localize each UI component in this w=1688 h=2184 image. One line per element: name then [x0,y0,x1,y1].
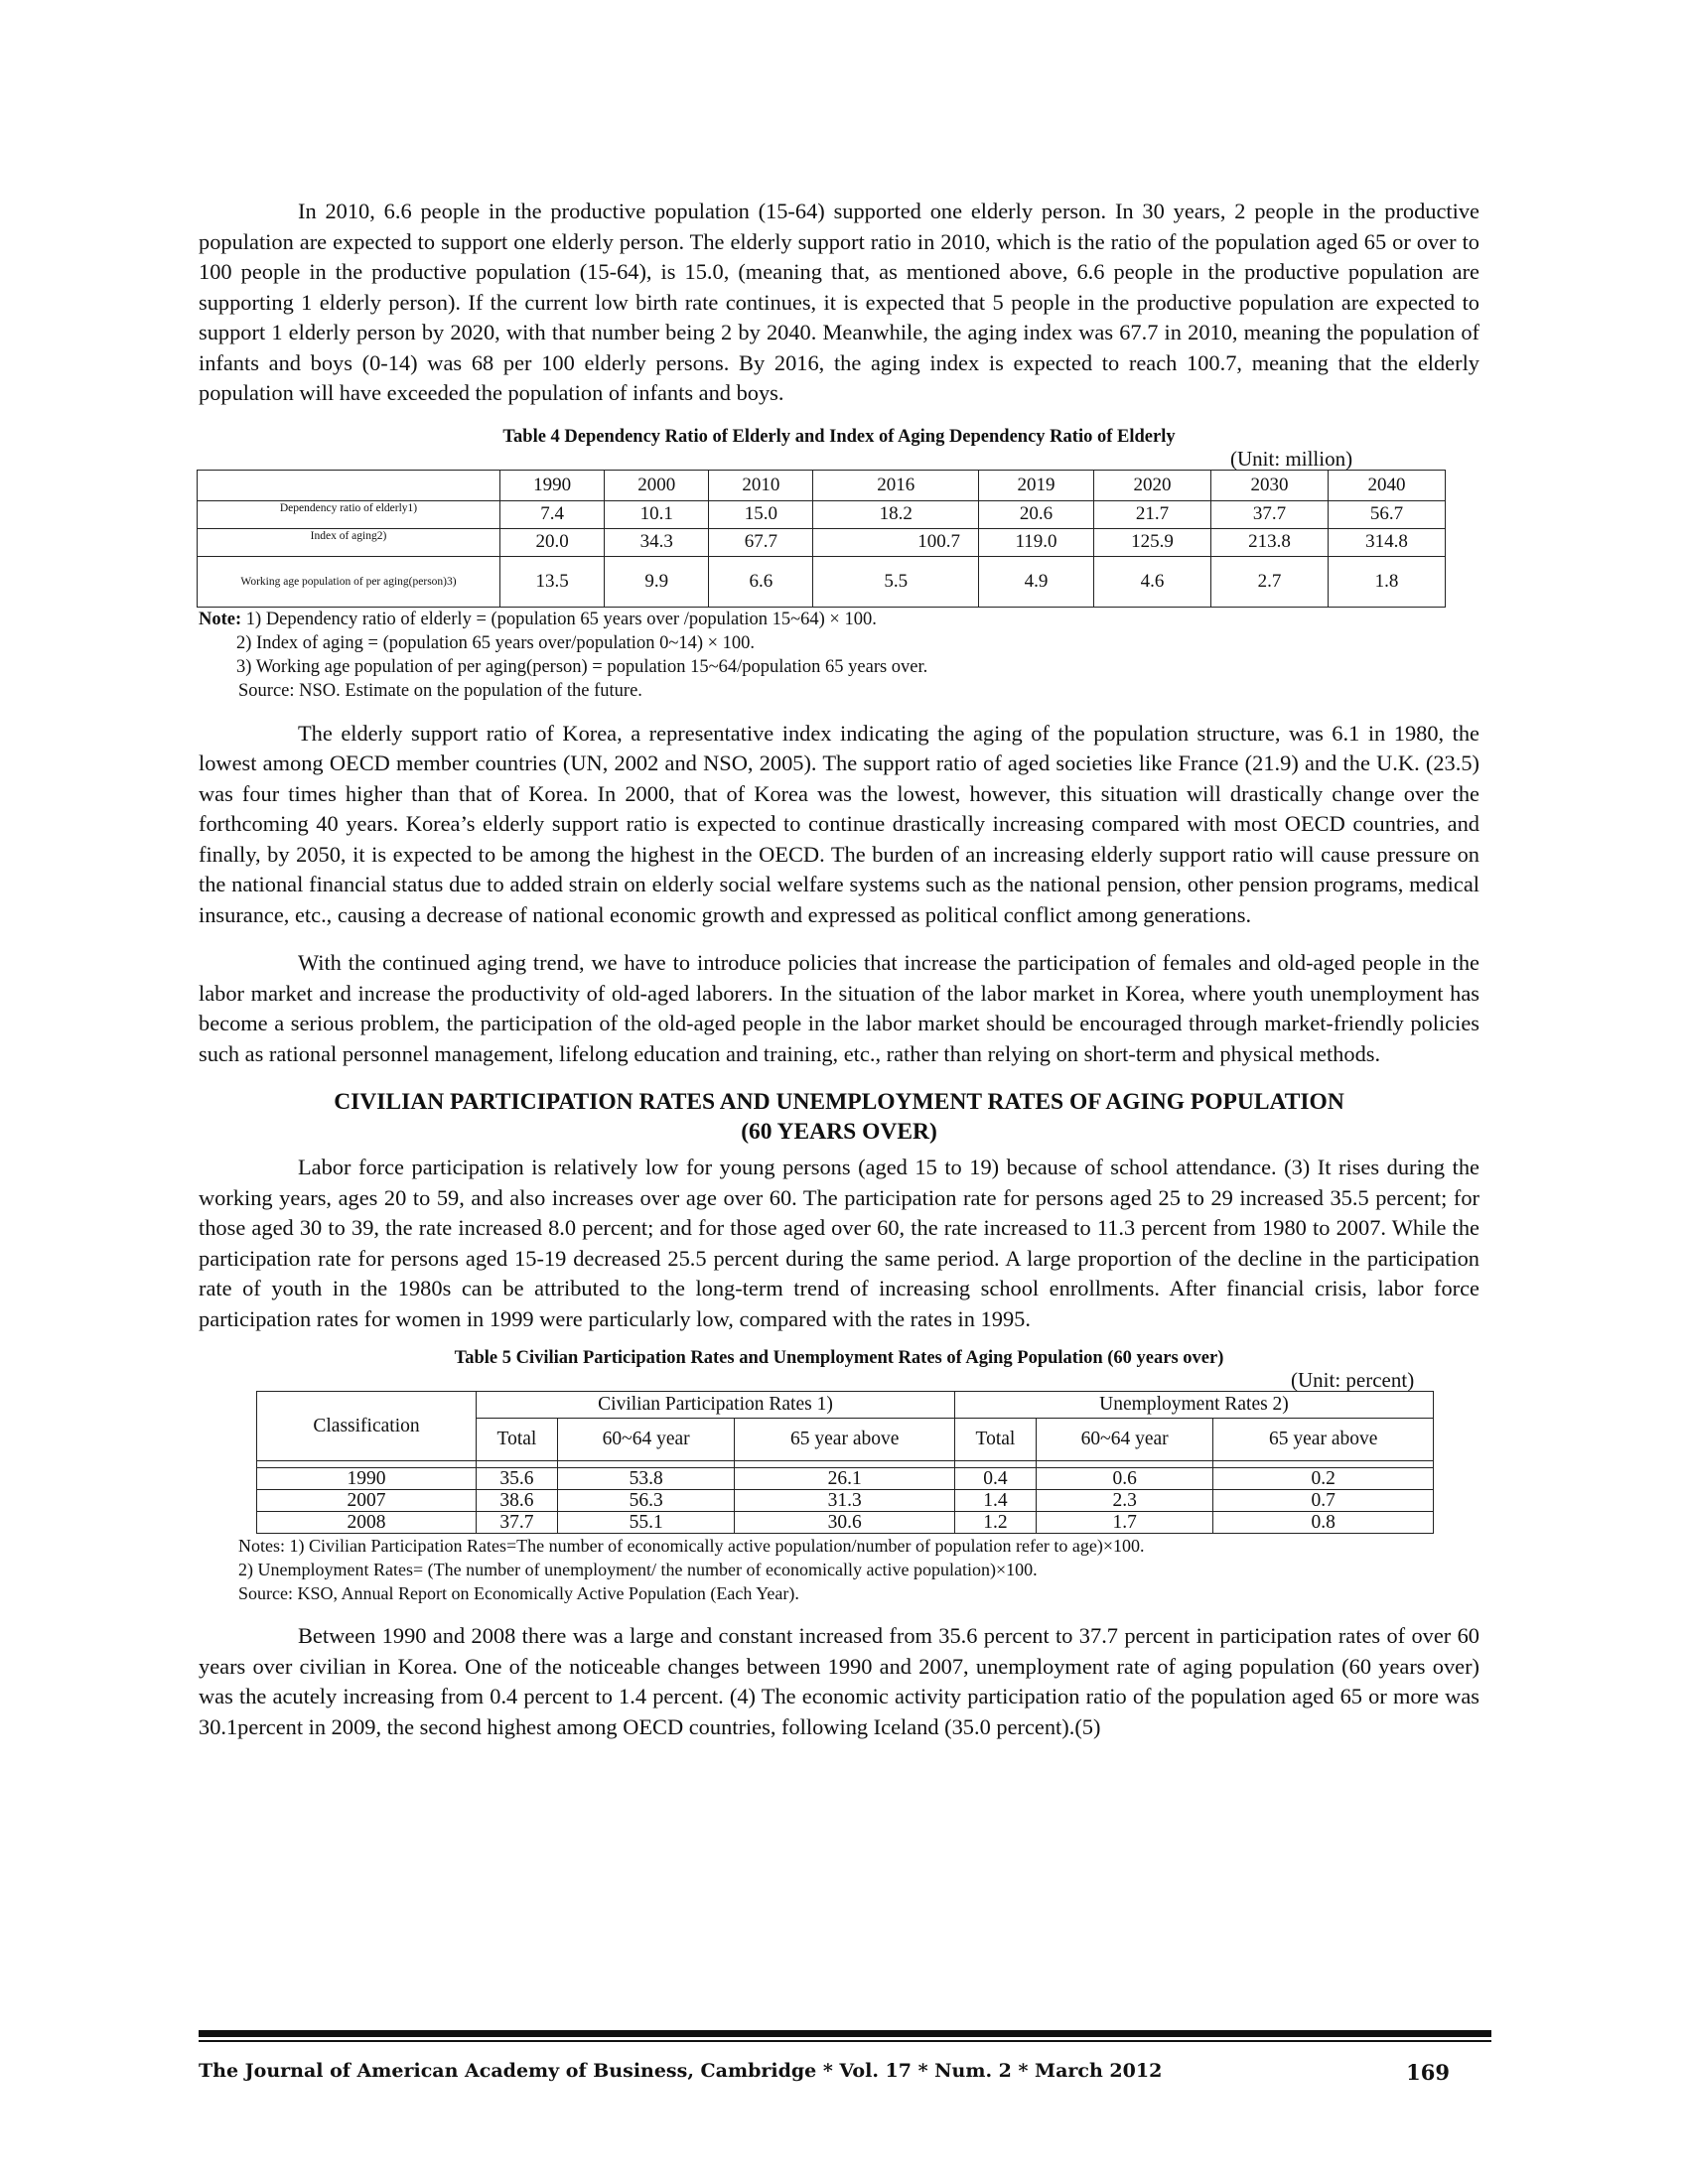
table-cell: 213.8 [1211,528,1329,556]
footer-rule-thick [199,2030,1491,2037]
table-5 [256,1391,1434,1534]
table-row [198,528,1446,556]
table-cell: 6.6 [709,556,813,607]
paragraph: With the continued aging trend, we have to introduce policies that increase the participation of females and old-aged people in the labor market and increase the productivity of old-aged laborers. In the situation of the labor market in Korea, where youth unemployment has become a serious problem, the participation of the old-aged people in the labor market should be encouraged through market-friendly policies such as rational personnel management, lifelong education and training, etc., rather than relying on short-term and physical methods. [199,950,1479,1066]
table-cell: 56.3 [557,1490,735,1512]
table-header-cell: 2000 [605,470,709,500]
table-cell: 38.6 [477,1490,558,1512]
table-cell: 125.9 [1094,528,1211,556]
table-4-note-1 [199,608,1479,631]
table-cell: 7.4 [500,500,605,528]
table-4-note-2: 2) Index of aging = (population 65 years over/population 0~14) × 100. [236,632,756,653]
table-cell: 1.4 [954,1490,1036,1512]
row-label: 1990 [257,1468,477,1490]
table-cell: 1.7 [1036,1512,1213,1534]
table-header-cell: 60~64 year [557,1419,735,1461]
table-cell: 34.3 [605,528,709,556]
table-row [257,1468,1434,1490]
table-header-cell: 2030 [1211,470,1329,500]
page-body [199,197,1479,1760]
table-row [257,1490,1434,1512]
table-corner-cell [198,470,500,500]
table-header-cell: 2040 [1328,470,1445,500]
table-header-cell: 65 year above [735,1419,955,1461]
table-cell: 26.1 [735,1468,955,1490]
table-4-note-3: 3) Working age population of per aging(person) = population 15~64/population 65 years over. [236,656,928,677]
group-header-unemployment: Unemployment Rates 2) [954,1392,1433,1419]
row-label: 2007 [257,1490,477,1512]
paragraph: In 2010, 6.6 people in the productive population (15-64) supported one elderly person. In 30 years, 2 people in the productive population are expected to support one elderly person. The elderly support ratio in 2010, which is the ratio of the population aged 65 or over to 100 people in the productive population (15-64), is 15.0, (meaning that, as mentioned above, 6.6 people in the productive population are supporting 1 elderly person). If the current low birth rate continues, it is expected that 5 people in the productive population are expected to support 1 elderly person by 2020, with that number being 2 by 2040. Meanwhile, the aging index was 67.7 in 2010, meaning the population of infants and boys (0-14) was 68 per 100 elderly persons. By 2016, the aging index is expected to reach 100.7, meaning that the elderly population will have exceeded the population of infants and boys. [199,199,1479,405]
row-label: 2008 [257,1512,477,1534]
table-cell: 0.4 [954,1468,1036,1490]
table-cell: 31.3 [735,1490,955,1512]
table-cell: 10.1 [605,500,709,528]
table-4-caption: Table 4 Dependency Ratio of Elderly and Index of Aging Dependency Ratio of Elderly [502,426,1176,447]
page-number: 169 [1406,2060,1450,2085]
table-5-notes [238,1534,1479,1605]
table-row [198,500,1446,528]
section-heading [199,1087,1479,1147]
table-cell: 37.7 [1211,500,1329,528]
table-header-cell: 2020 [1094,470,1211,500]
table-cell: 314.8 [1328,528,1445,556]
table-4-unit: (Unit: million) [1230,446,1353,471]
table-header-cell: 65 year above [1213,1419,1434,1461]
table-cell: 35.6 [477,1468,558,1490]
table-cell: 30.6 [735,1512,955,1534]
table-cell: 53.8 [557,1468,735,1490]
table-row [257,1512,1434,1534]
table-cell: 9.9 [605,556,709,607]
table-header-cell: 2016 [813,470,979,500]
table-cell: 100.7 [813,528,979,556]
note-text: 1) Dependency ratio of elderly = (population 65 years over /population 15~64) × 100. [241,609,877,629]
table-4-notes [199,608,1479,703]
table-header-cell: 1990 [500,470,605,500]
table-header-cell: 60~64 year [1036,1419,1213,1461]
table-4 [197,470,1446,608]
row-label: Dependency ratio of elderly1) [198,500,500,528]
paragraph: The elderly support ratio of Korea, a representative index indicating the aging of the population structure, was 6.1 in 1980, the lowest among OECD member countries (UN, 2002 and NSO, 2005). The support ratio of aged societies like France (21.9) and the U.K. (23.5) was four times higher than that of Korea. In 2000, that of Korea was the lowest, however, this situation will drastically change over the forthcoming 40 years. Korea’s elderly support ratio is expected to continue drastically increasing compared with most OECD countries, and finally, by 2050, it is expected to be among the highest in the OECD. The burden of an increasing elderly support ratio will cause pressure on the national financial status due to added strain on elderly social welfare systems such as the national pension, other pension programs, medical insurance, etc., causing a decrease of national economic growth and expressed as political conflict among generations. [199,720,1479,927]
journal-citation: The Journal of American Academy of Business, Cambridge * Vol. 17 * Num. 2 * March 2012 [199,2060,1163,2082]
table-cell: 4.9 [978,556,1093,607]
table-cell: 20.0 [500,528,605,556]
table-header-cell: Total [954,1419,1036,1461]
table-cell: 56.7 [1328,500,1445,528]
table-cell: 21.7 [1094,500,1211,528]
table-header-row [257,1392,1434,1419]
footer-rule-thin [199,2040,1491,2042]
table-cell: 0.6 [1036,1468,1213,1490]
table-cell: 5.5 [813,556,979,607]
table-cell: 4.6 [1094,556,1211,607]
table-header-cell: Total [477,1419,558,1461]
page-footer [199,2060,1479,2085]
table-header-row [198,470,1446,500]
row-label: Working age population of per aging(person)3) [198,556,500,607]
table-spacer-row [257,1461,1434,1468]
table-header-cell: 2010 [709,470,813,500]
table-cell: 1.8 [1328,556,1445,607]
table-cell: 0.8 [1213,1512,1434,1534]
group-header-participation: Civilian Participation Rates 1) [477,1392,955,1419]
note-label: Note: [199,609,242,629]
table-5-unit: (Unit: percent) [1291,1368,1415,1392]
table-cell: 0.2 [1213,1468,1434,1490]
table-cell: 2.3 [1036,1490,1213,1512]
table-cell: 119.0 [978,528,1093,556]
table-header-cell: 2019 [978,470,1093,500]
section-heading-line-1: CIVILIAN PARTICIPATION RATES AND UNEMPLOYMENT RATES OF AGING POPULATION [334,1089,1344,1115]
table-5-source: Source: KSO, Annual Report on Economically Active Population (Each Year). [238,1583,799,1603]
section-heading-line-2: (60 YEARS OVER) [741,1119,937,1145]
table-cell: 67.7 [709,528,813,556]
table-cell: 18.2 [813,500,979,528]
table-4-source: Source: NSO. Estimate on the population of the future. [238,680,642,701]
classification-header: Classification [257,1392,477,1461]
table-cell: 0.7 [1213,1490,1434,1512]
table-cell: 2.7 [1211,556,1329,607]
table-cell: 55.1 [557,1512,735,1534]
table-5-caption: Table 5 Civilian Participation Rates and Unemployment Rates of Aging Population (60 years over) [454,1348,1224,1368]
table-cell: 20.6 [978,500,1093,528]
table-cell: 37.7 [477,1512,558,1534]
row-label: Index of aging2) [198,528,500,556]
table-row [198,556,1446,607]
table-cell: 1.2 [954,1512,1036,1534]
paragraph: Labor force participation is relatively low for young persons (aged 15 to 19) because of school attendance. (3) It rises during the working years, ages 20 to 59, and also increases over age over 60. The participation rate for persons aged 25 to 29 increased 35.5 percent; for those aged 30 to 39, the rate increased 8.0 percent; and for those aged over 60, the rate increased to 11.3 percent from 1980 to 2007. While the participation rate for persons aged 15-19 decreased 25.5 percent during the same period. A large proportion of the decline in the participation rate of youth in the 1980s can be attributed to the long-term trend of increasing school enrollments. After financial crisis, labor force participation rates for women in 1999 were particularly low, compared with the rates in 1995. [199,1155,1479,1331]
table-5-note-2: 2) Unemployment Rates= (The number of unemployment/ the number of economically active population)×100. [238,1560,1038,1579]
paragraph: Between 1990 and 2008 there was a large and constant increased from 35.6 percent to 37.7 percent in participation rates of over 60 years over civilian in Korea. One of the noticeable changes between 1990 and 2007, unemployment rate of aging population (60 years over) was the acutely increasing from 0.4 percent to 1.4 percent. (4) The economic activity participation ratio of the population aged 65 or more was 30.1percent in 2009, the second highest among OECD countries, following Iceland (35.0 percent).(5) [199,1623,1479,1739]
table-cell: 15.0 [709,500,813,528]
table-5-note-1: Notes: 1) Civilian Participation Rates=The number of economically active population/number of population refer to age)×100. [238,1536,1145,1556]
table-cell: 13.5 [500,556,605,607]
